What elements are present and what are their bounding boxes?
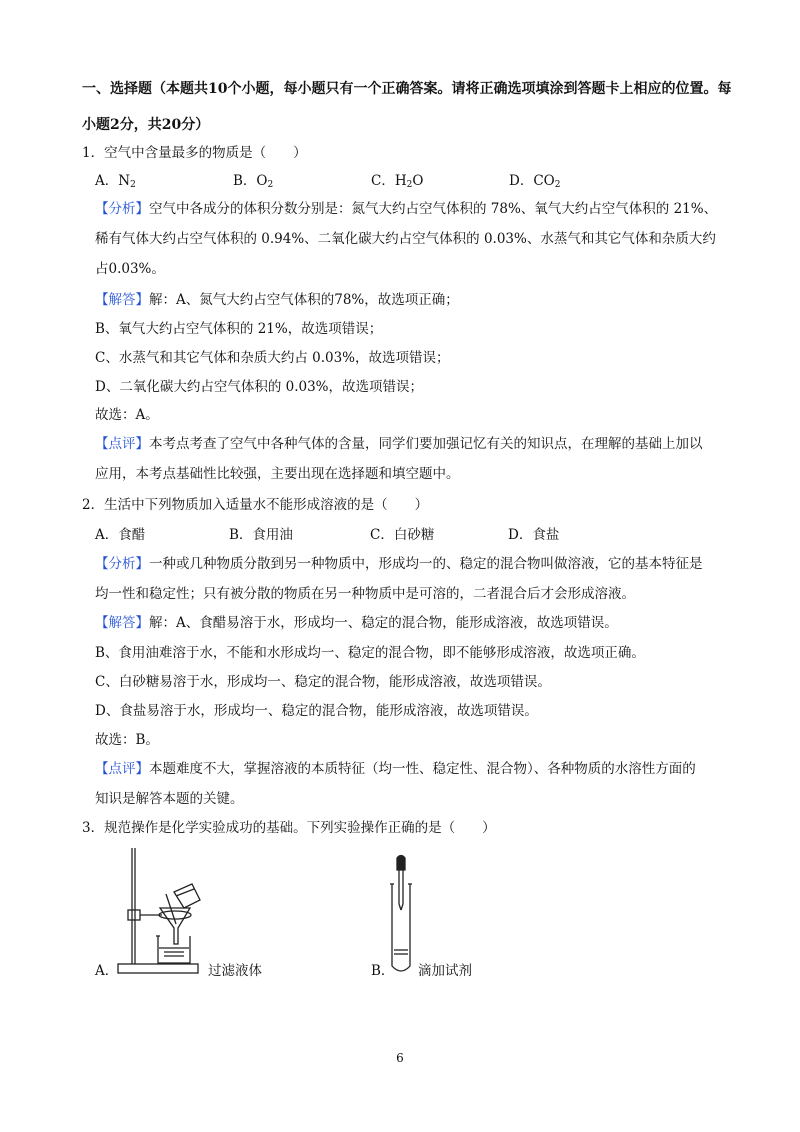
q1-option-a: A．$N_2$ xyxy=(95,173,136,190)
q1-stem: 1．空气中含量最多的物质是（ ） xyxy=(82,145,307,161)
analysis-tag: 【分析】 xyxy=(95,556,149,572)
q1-answer-line4: D、二氧化碳大约占空气体积的 0.03%，故选项错误； xyxy=(95,379,424,395)
q1-analysis-line3: 占0.03%。 xyxy=(95,261,165,277)
q2-option-a: A．食醋 xyxy=(95,527,146,543)
q1-option-b: B．$O_2$ xyxy=(233,173,274,190)
answer-tag: 【解答】 xyxy=(95,615,149,631)
q2-answer-line1: 【解答】解：A、食醋易溶于水，形成均一、稳定的混合物，能形成溶液，故选项错误。 xyxy=(95,615,618,631)
q2-comment-line2: 知识是解答本题的关键。 xyxy=(95,791,244,807)
answer-tag: 【解答】 xyxy=(95,292,149,308)
q3-option-b-caption: 滴加试剂 xyxy=(418,963,472,979)
q3-option-a-caption: 过滤液体 xyxy=(208,963,262,979)
q2-answer-line3: C、白砂糖易溶于水，形成均一、稳定的混合物，能形成溶液，故选项错误。 xyxy=(95,674,551,690)
q2-option-d: D．食盐 xyxy=(508,527,560,543)
q1-comment-line2: 应用，本考点基础性比较强，主要出现在选择题和填空题中。 xyxy=(95,466,460,482)
comment-tag: 【点评】 xyxy=(95,761,149,777)
section-title-line2: 小题2分，共20分） xyxy=(82,117,210,133)
q2-answer-line4: D、食盐易溶于水，形成均一、稳定的混合物，能形成溶液，故选项错误。 xyxy=(95,703,538,719)
q1-answer-line2: B、氧气大约占空气体积的 21%，故选项错误； xyxy=(95,321,383,337)
q2-answer-line2: B、食用油难溶于水，不能和水形成均一、稳定的混合物，即不能够形成溶液，故选项正确。 xyxy=(95,645,645,661)
q3-option-a-letter: A． xyxy=(95,963,119,979)
q2-stem: 2．生活中下列物质加入适量水不能形成溶液的是（ ） xyxy=(82,497,429,513)
q1-analysis-line2: 稀有气体大约占空气体积的 0.94%、二氧化碳大约占空气体积的 0.03%、水蒸气和其它气体和杂质大约 xyxy=(95,231,716,247)
dropper-test-tube-illustration xyxy=(386,854,416,978)
q2-comment-line1: 【点评】本题难度不大，掌握溶液的本质特征（均一性、稳定性、混合物）、各种物质的水溶性方面的 xyxy=(95,761,696,777)
analysis-tag: 【分析】 xyxy=(95,201,149,217)
comment-tag: 【点评】 xyxy=(95,436,149,452)
q1-answer-line5: 故选：A。 xyxy=(95,407,159,423)
q2-option-c: C．白砂糖 xyxy=(370,527,435,543)
q1-comment-line1: 【点评】本考点考查了空气中各种气体的含量，同学们要加强记忆有关的知识点，在理解的基础上加以 xyxy=(95,436,703,452)
q2-analysis-line2: 均一性和稳定性；只有被分散的物质在另一种物质中是可溶的，二者混合后才会形成溶液。 xyxy=(95,586,635,602)
q1-answer-line3: C、水蒸气和其它气体和杂质大约占 0.03%，故选项错误； xyxy=(95,350,450,366)
q1-answer-line1: 【解答】解：A、氮气大约占空气体积的78%，故选项正确； xyxy=(95,292,459,308)
q1-option-d: D．$CO_2$ xyxy=(509,173,561,190)
q3-option-b-letter: B． xyxy=(371,963,395,979)
q1-analysis-line1: 【分析】空气中各成分的体积分数分别是：氮气大约占空气体积的 78%、氧气大约占空气体积的 21%、 xyxy=(95,201,718,217)
q1-option-c: C．$H_2O$ xyxy=(371,173,424,190)
q3-stem: 3．规范操作是化学实验成功的基础。下列实验操作正确的是（ ） xyxy=(82,820,496,836)
q2-option-b: B．食用油 xyxy=(229,527,293,543)
filtration-apparatus-illustration xyxy=(112,844,212,978)
q2-analysis-line1: 【分析】一种或几种物质分散到另一种物质中，形成均一的、稳定的混合物叫做溶液，它的基本特征是 xyxy=(95,556,703,572)
section-title-line1: 一、选择题（本题共10个小题，每小题只有一个正确答案。请将正确选项填涂到答题卡上相应的位置。每 xyxy=(82,81,732,97)
q2-answer-line5: 故选：B。 xyxy=(95,732,159,748)
page-number: 6 xyxy=(396,1051,404,1065)
